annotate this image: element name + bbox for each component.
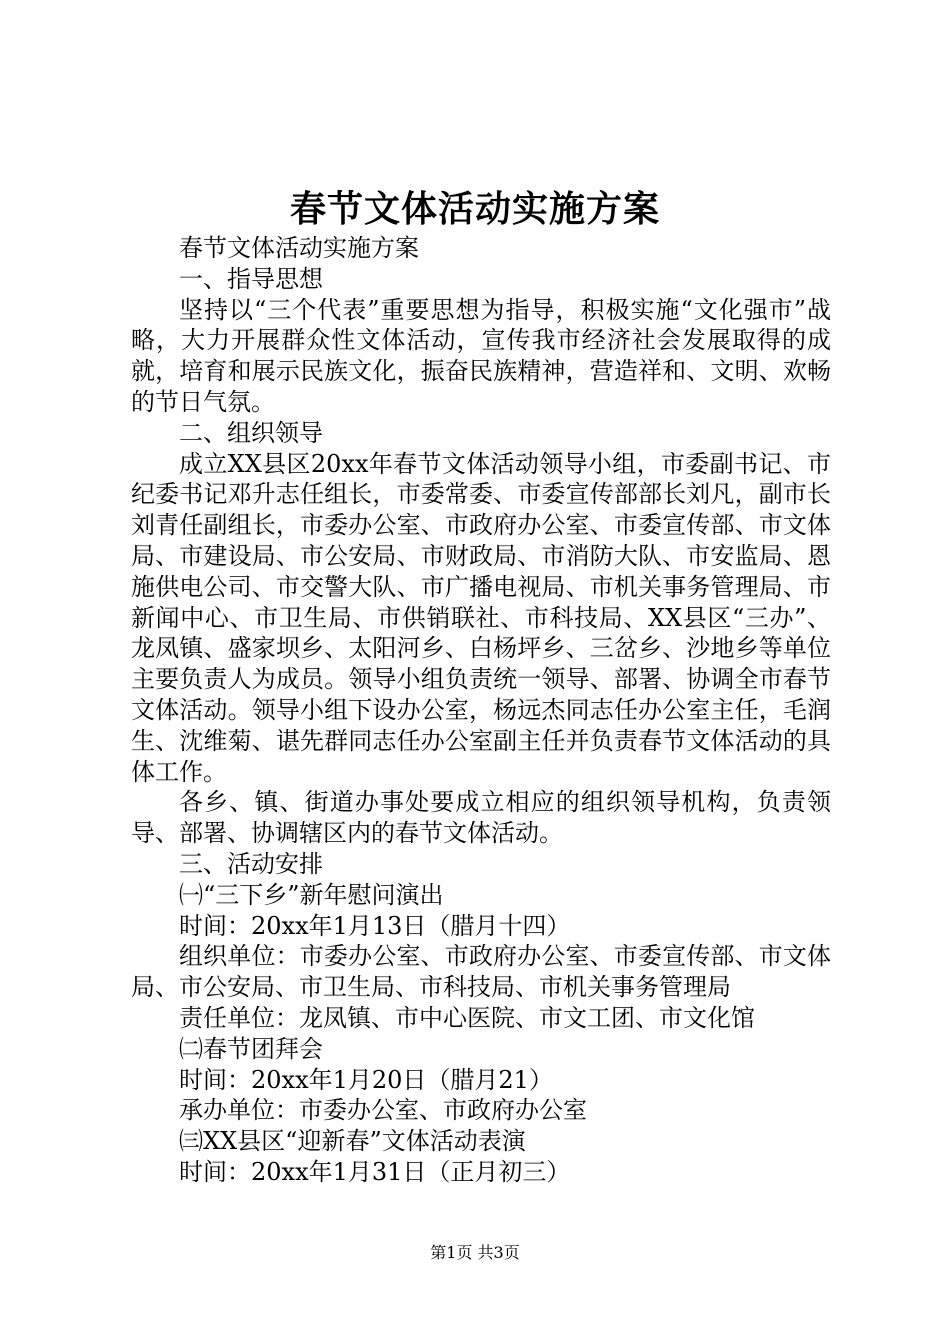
subsection-heading: ㈡春节团拜会: [179, 1034, 323, 1063]
paragraph: 各乡、镇、街道办事处要成立相应的组织领导机构，负责领导、部署、协调辖区内的春节文体活动。: [131, 788, 831, 848]
section-heading: 一、指导思想: [179, 264, 323, 293]
paragraph: 组织单位：市委办公室、市政府办公室、市委宣传部、市文体局、市公安局、市卫生局、市科技局、市机关事务管理局: [131, 942, 831, 1002]
document-title: 春节文体活动实施方案: [289, 188, 660, 230]
paragraph: 春节文体活动实施方案: [179, 234, 419, 262]
document-body: [131, 233, 831, 1188]
paragraph: 时间：20xx年1月31日（正月初三）: [179, 1157, 571, 1186]
paragraph: 时间：20xx年1月20日（腊月21）: [179, 1065, 553, 1094]
page-footer: 第1页 共3页: [430, 1243, 520, 1262]
paragraph: 承办单位：市委办公室、市政府办公室: [179, 1096, 587, 1125]
section-heading: 三、活动安排: [179, 849, 323, 878]
subsection-heading: ㈢XX县区“迎新春”文体活动表演: [179, 1127, 526, 1156]
paragraph: 时间：20xx年1月13日（腊月十四）: [179, 911, 571, 940]
paragraph: 坚持以“三个代表”重要思想为指导，积极实施“文化强市”战略，大力开展群众性文体活动，宣传我市经济社会发展取得的成就，培育和展示民族文化，振奋民族精神，营造祥和、文明、欢畅的节日气氛。: [131, 295, 831, 416]
paragraph: 责任单位：龙凤镇、市中心医院、市文工团、市文化馆: [179, 1003, 755, 1032]
paragraph: 成立XX县区20xx年春节文体活动领导小组，市委副书记、市纪委书记邓升志任组长，市委常委、市委宣传部部长刘凡，副市长刘青任副组长，市委办公室、市政府办公室、市委宣传部、市文体局、市建设局、市公安局、市财政局、市消防大队、市安监局、恩施供电公司、市交警大队、市广播电视局、市机关事务管理局、市新闻中心、市卫生局、市供销联社、市科技局、XX县区“三办”、龙凤镇、盛家坝乡、太阳河乡、白杨坪乡、三岔乡、沙地乡等单位主要负责人为成员。领导小组负责统一领导、部署、协调全市春节文体活动。领导小组下设办公室，杨远杰同志任办公室主任，毛润生、沈维菊、谌先群同志任办公室副主任并负责春节文体活动的具体工作。: [131, 449, 831, 786]
section-heading: 二、组织领导: [179, 418, 323, 447]
subsection-heading: ㈠“三下乡”新年慰问演出: [179, 880, 444, 909]
